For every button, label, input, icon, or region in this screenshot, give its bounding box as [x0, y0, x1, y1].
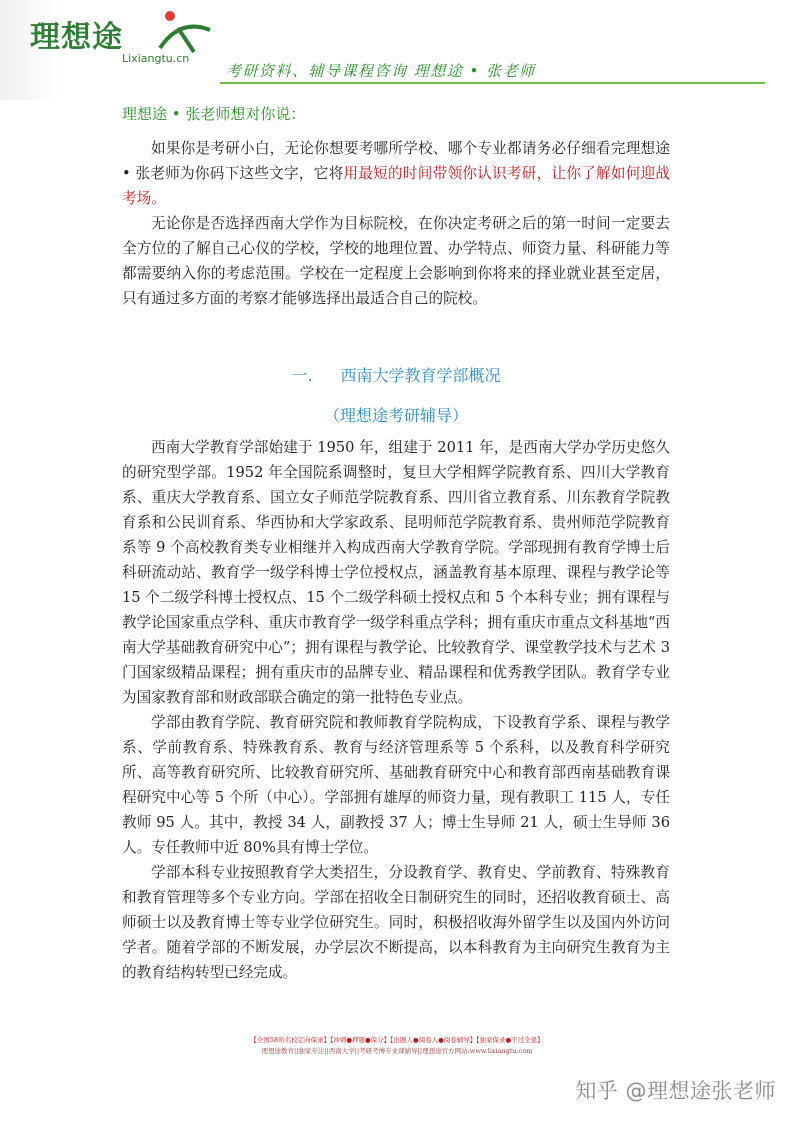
intro-p1-text: 如果你是考研小白，无论你想要考哪所学校、哪个专业都请务必仔细看完理想途 • 张老师为你码下这些文字，它将: [122, 140, 670, 182]
section-title: [122, 363, 670, 389]
page-footer: [0, 1035, 794, 1057]
body-paragraph-3: 学部本科专业按照教育学大类招生，分设教育学、教育史、学前教育、特殊教育和教育管理等多个专业方向。学部在招收全日制研究生的同时，还招收教育硕士、高师硕士以及教育博士等专业学位研究生。同时，积极招收海外留学生以及国内外访问学者。随着学部的不断发展，办学层次不断提高，以本科教育为主向研究生教育为主的教育结构转型已经完成。: [122, 864, 670, 981]
logo-mark-icon: [150, 8, 220, 58]
footer-line-2: 理想途教育||独家专注||西南大学||考研考博专业课辅导||理想途官方网站:www.lixiangtu.com: [261, 1047, 533, 1055]
intro-p1-highlight: 用最短的时间带领你认识考研，让你了解如何迎战考场。: [122, 165, 670, 207]
footer-line-1: 【全国58所名校定向保录】【冲刺●押题●保分】【出题人●阅卷人●阅卷辅导】【独家保录●不过全退】: [250, 1036, 544, 1044]
body-paragraph-1: 西南大学教育学部始建于 1950 年，组建于 2011 年，是西南大学办学历史悠久的研究型学部。1952 年全国院系调整时，复旦大学相辉学院教育系、四川大学教育系、重庆大学教育系、国立女子师范学院教育系、四川省立教育系、川东教育学院教育系和公民训育系、华西协和大学家政系、昆明师范学院教育系、贵州师范学院教育系等 9 个高校教育类专业相继并入构成西南大学教育学院。学部现拥有教育学博士后科研流动站、教育学一级学科博士学位授权点，涵盖教育基本原理、课程与教学论等 15 个二级学科博士授权点、15 个二级学科硕士授权点和 5 个本科专业；拥有课程与教学论国家重点学科、重庆市教育学一级学科重点学科；拥有重庆市重点文科基地“西南大学基础教育研究中心”；拥有课程与教学论、比较教育学、课堂教学技术与艺术 3 门国家级精品课程；拥有重庆市的品牌专业、精品课程和优秀教学团队。教育学专业为国家教育部和财政部联合确定的第一批特色专业点。: [122, 439, 670, 706]
section-number: 一.: [291, 366, 313, 385]
document-body: [122, 102, 670, 985]
section-title-text: 西南大学教育学部概况: [340, 366, 501, 385]
intro-paragraph-1: [122, 136, 670, 211]
section-subtitle: （理想途考研辅导）: [323, 406, 468, 425]
zhihu-watermark: 知乎 @理想途张老师: [575, 1079, 776, 1103]
header-divider: [220, 82, 765, 84]
body-paragraph-2: 学部由教育学院、教育研究院和教师教育学院构成，下设教育学系、课程与教学系、学前教育系、特殊教育系、教育与经济管理系等 5 个系科，以及教育科学研究所、高等教育研究所、比较教育研究所、基础教育研究中心和教育部西南基础教育课程研究中心等 5 个所（中心）。学部拥有雄厚的师资力量，现有教职工 115 人，专任教师 95 人。其中，教授 34 人，副教授 37 人；博士生导师 21 人，硕士生导师 36 人。专任教师中近 80%具有博士学位。: [122, 714, 670, 856]
intro-heading: 理想途 • 张老师想对你说：: [122, 105, 306, 123]
intro-paragraph-2: 无论你是否选择西南大学作为目标院校，在你决定考研之后的第一时间一定要去全方位的了解自己心仪的学校，学校的地理位置、办学特点、师资力量、科研能力等都需要纳入你的考虑范围。学校在一定程度上会影响到你将来的择业就业甚至定居，只有通过多方面的考察才能够选择出最适合自己的院校。: [122, 215, 670, 307]
header-tagline: 考研资料、辅导课程咨询 理想途 • 张老师: [226, 62, 536, 80]
brand-logo: [30, 12, 220, 72]
logo-text: 理想途: [30, 20, 123, 55]
logo-domain: Lixiangtu.cn: [122, 52, 190, 65]
